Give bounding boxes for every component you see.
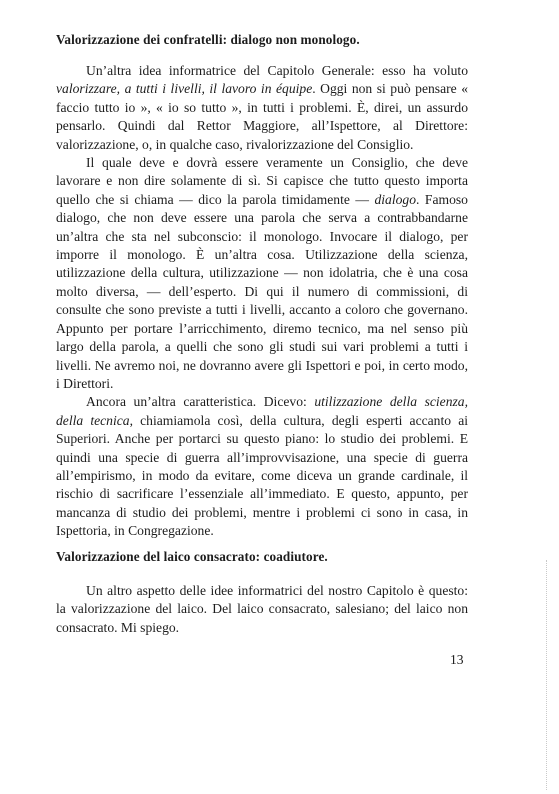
- italic-run: utilizzazione della scienza, della tecnica: [56, 394, 468, 428]
- text-run: . Oggi non si può pensare « faccio tutto io », « io so tutto », in tutti i problemi. È, direi, un assurdo pensarlo. Quindi dal Rettor Maggiore, all’Ispettore, al Direttore: valorizzazione, o, in qualche caso, rivalorizzazione del Consiglio.: [56, 81, 468, 152]
- text-run: Ancora un’altra caratteristica. Dicevo:: [86, 394, 315, 410]
- text-run: Un altro aspetto delle idee informatrici del nostro Capitolo è questo: la valorizzazione del laico. Del laico consacrato, salesiano; del laico non consacrato. Mi spiego.: [56, 583, 468, 635]
- text-run: Un’altra idea informatrice del Capitolo Generale: esso ha voluto: [86, 63, 468, 78]
- section-heading-confratelli: Valorizzazione dei confratelli: dialogo non monologo.: [56, 32, 360, 47]
- italic-run: valorizzare, a tutti i livelli, il lavoro in équipe: [56, 81, 313, 97]
- section-body-laico: [56, 582, 468, 637]
- text-run: Il quale deve e dovrà essere veramente un Consiglio, che deve lavorare e non dire solamente di sì. Si capisce che tutto questo importa quello che si chiama — dico la parola timidamente —: [56, 155, 468, 207]
- paragraph: [56, 154, 468, 393]
- section-heading-laico: Valorizzazione del laico consacrato: coadiutore.: [56, 549, 328, 564]
- paragraph: [56, 62, 468, 154]
- paragraph: [56, 393, 468, 540]
- italic-run: dialogo: [374, 191, 417, 207]
- page-number: 13: [450, 652, 464, 667]
- section-body-confratelli: [56, 62, 468, 541]
- paragraph: [56, 582, 468, 637]
- text-run: , chiamiamola così, della cultura, degli esperti accanto ai Superiori. Anche per portarci su questo piano: lo studio dei problemi. E quindi una specie di guerra all’improvvisazione, una specie di guerra all’empirismo, in modo da evitare, come diceva un grande cardinale, il rischio di sacrificare l’essenziale all’immediato. E questo, appunto, per mancanza di studio dei problemi, mentre i problemi ci sono in casa, in Ispettoria, in Congregazione.: [56, 412, 469, 539]
- text-run: . Famoso dialogo, che non deve essere una parola che serva a contrabbandarne un’altra che sta nel subconscio: il monologo. Invocare il dialogo, per imporre il monologo. È un’altra cosa. Utilizzazione della scienza, utilizzazione della cultura, utilizzazione — non idolatria, che è una cosa molto diversa, — dell’esperto. Di qui il numero di commissioni, di consulte che sono previste a tutti i livelli, accanto a coloro che governano. Appunto per portare l’arricchimento, diremo tecnico, ma nel senso più largo della parola, a quelli che sono gli studi sui vari problemi a tutti i livelli. Ne avremo noi, ne dovranno avere gli Ispettori e poi, in certo modo, i Direttori.: [56, 191, 468, 391]
- scan-edge-mark: [546, 560, 547, 790]
